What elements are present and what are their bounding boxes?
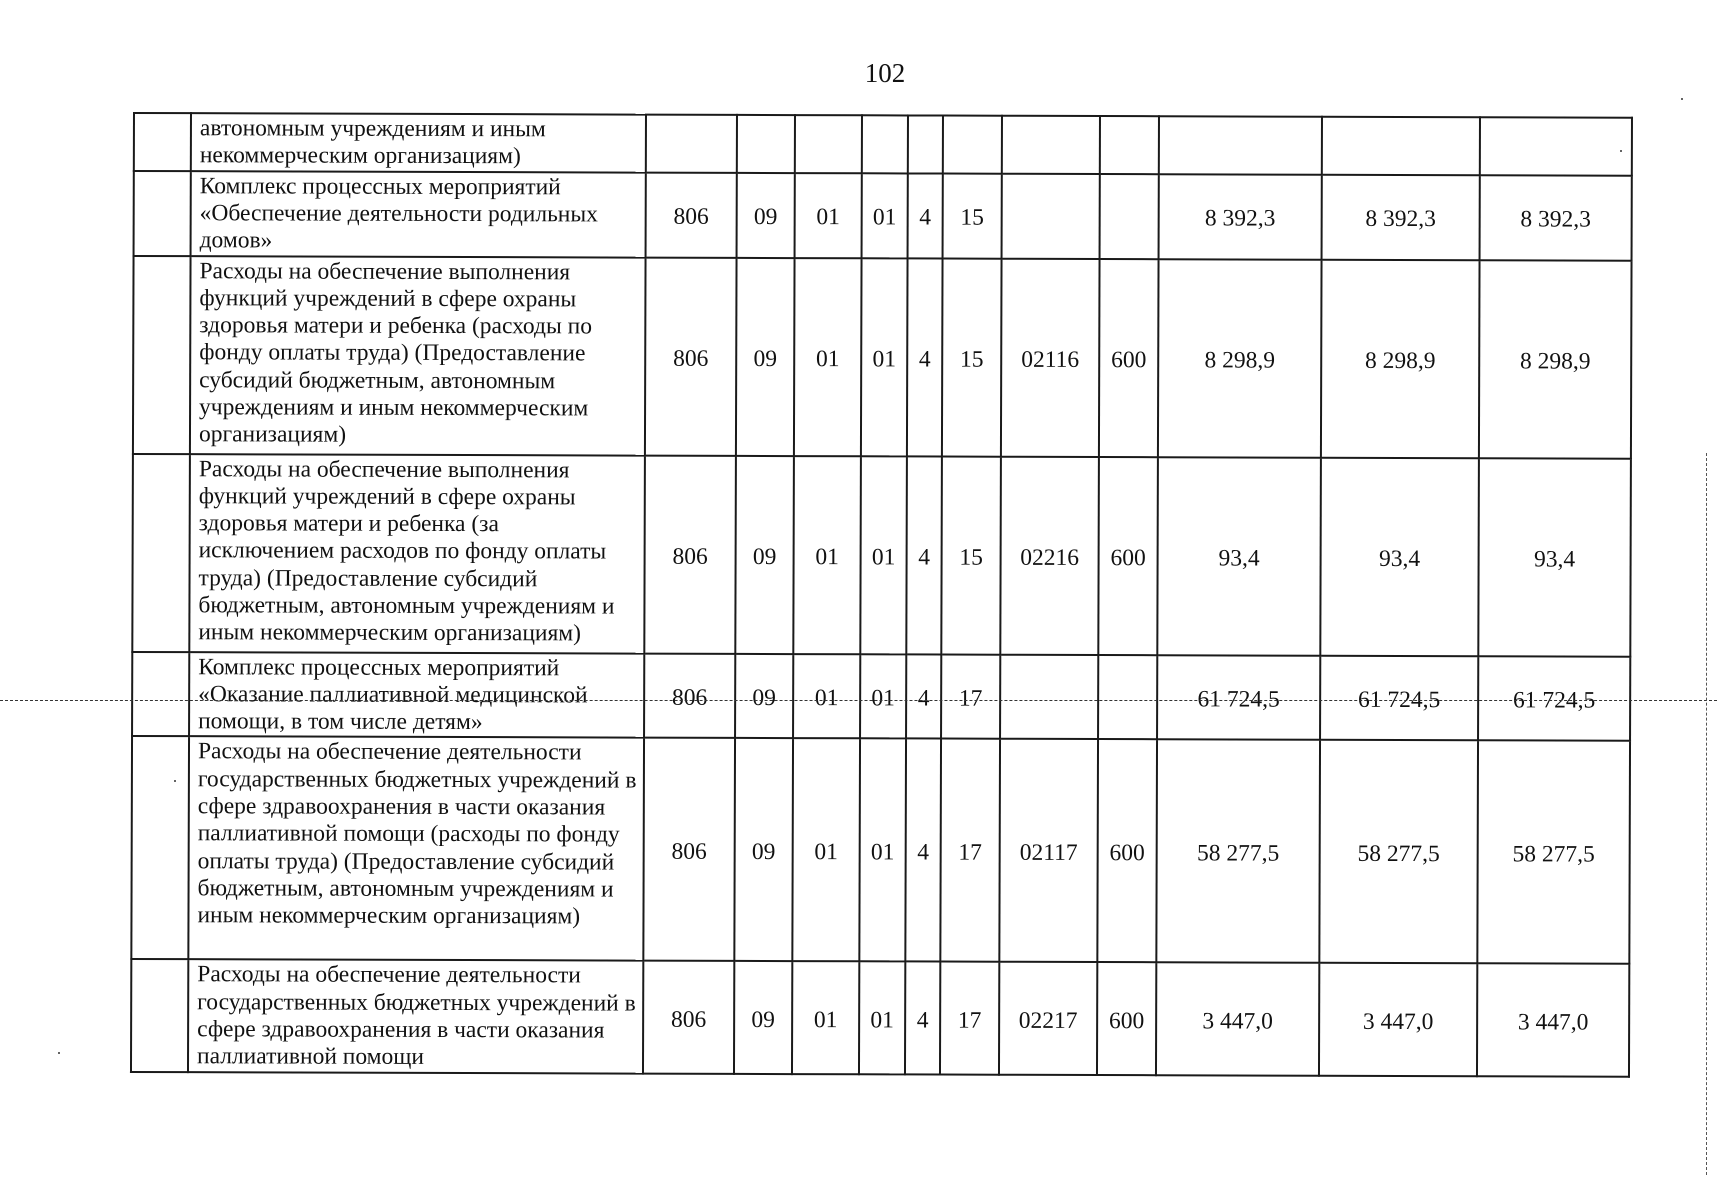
amount-year-2: 58 277,5 (1319, 740, 1478, 963)
amount-year-2: 8 392,3 (1322, 174, 1480, 259)
rz-code (737, 115, 795, 173)
amount-year-2: 8 298,9 (1321, 259, 1480, 457)
page-number: 102 (864, 58, 906, 88)
pg-code: 4 (907, 258, 943, 456)
vr-code (1098, 655, 1157, 740)
dir-code: 02216 (1000, 456, 1099, 654)
row-number-cell (134, 171, 191, 256)
amount-year-3: 8 392,3 (1480, 175, 1632, 260)
row-number-cell (131, 959, 188, 1071)
rz-code: 09 (734, 961, 792, 1073)
rz-code: 09 (736, 257, 795, 455)
row-number-cell (133, 256, 191, 454)
pg-code (908, 115, 943, 173)
amount-year-1: 3 447,0 (1156, 963, 1319, 1076)
amount-year-3: 93,4 (1478, 458, 1631, 656)
dir-code (1002, 173, 1100, 258)
ss-code: 17 (940, 962, 999, 1074)
row-name: Расходы на обеспечение выполнения функций учреждений в сфере охраны здоровья матери и ребенка (расходы по фонду оплаты труда) (Предоставление субсидий бюджетным, автономным учреждениям и иным некоммерческим организациям) (190, 256, 646, 455)
pr-code: 01 (794, 258, 862, 456)
vr-code (1100, 116, 1159, 174)
pg-code: 4 (908, 173, 943, 258)
gp-code: 01 (861, 258, 908, 456)
table-row (134, 113, 1632, 175)
amount-year-3: 3 447,0 (1477, 964, 1629, 1077)
row-name: Расходы на обеспечение деятельности государственных бюджетных учреждений в сфере здравоохранения в части оказания паллиативной помощи (расходы по фонду оплаты труда) (Предоставление субсидий бюджетным, автономным учреждениям и иным некоммерческим организациям) (188, 737, 644, 961)
vr-code (1100, 174, 1159, 259)
ss-code (943, 116, 1002, 174)
ved-code: 806 (643, 738, 735, 961)
row-name: автономным учреждениям и иным некоммерческим организациям) (191, 113, 646, 172)
amount-year-1: 8 298,9 (1158, 259, 1322, 458)
gp-code: 01 (859, 739, 906, 962)
amount-year-2: 61 724,5 (1320, 655, 1478, 740)
ved-code (646, 115, 737, 173)
amount-year-2 (1322, 117, 1480, 175)
vr-code: 600 (1098, 457, 1158, 655)
pr-code: 01 (795, 173, 862, 258)
gp-code: 01 (860, 654, 906, 739)
dir-code: 02116 (1001, 258, 1100, 456)
table-row (132, 454, 1631, 657)
table-row (131, 736, 1630, 964)
scan-speck (174, 780, 176, 782)
dir-code (1002, 116, 1100, 174)
scan-speck (58, 1052, 60, 1054)
ved-code: 806 (644, 455, 736, 653)
gp-code: 01 (859, 962, 905, 1074)
vr-code: 600 (1097, 740, 1157, 963)
row-name: Расходы на обеспечение выполнения функций учреждений в сфере охраны здоровья матери и ребенка (за исключением расходов по фонду оплаты труда) (Предоставление субсидий бюджетным, автономным учреждениям и иным некоммерческим организациям) (189, 454, 645, 653)
pr-code: 01 (793, 456, 861, 654)
gp-code: 01 (860, 456, 907, 654)
rz-code: 09 (737, 172, 795, 257)
pg-code: 4 (905, 962, 940, 1074)
pg-code: 4 (905, 739, 941, 962)
row-name: Комплекс процессных мероприятий «Обеспечение деятельности родильных домов» (191, 171, 646, 257)
budget-table (130, 112, 1633, 1077)
pg-code: 4 (906, 456, 942, 654)
pr-code (795, 115, 862, 173)
amount-year-1 (1159, 116, 1322, 174)
rz-code: 09 (734, 738, 793, 961)
table-row (132, 652, 1630, 742)
amount-year-1: 58 277,5 (1156, 740, 1320, 964)
ss-code: 15 (943, 173, 1002, 258)
table-row (133, 256, 1632, 459)
ved-code: 806 (644, 653, 735, 738)
pr-code: 01 (792, 962, 859, 1074)
gp-code (862, 115, 908, 173)
row-name: Расходы на обеспечение деятельности государственных бюджетных учреждений в сфере здравоохранения в части оказания паллиативной помощи (188, 960, 643, 1074)
table-body (131, 113, 1632, 1076)
table-row (134, 171, 1632, 261)
ss-code: 17 (940, 739, 1000, 962)
ss-code: 15 (942, 258, 1002, 456)
amount-year-3: 61 724,5 (1478, 656, 1630, 741)
ss-code: 15 (941, 456, 1001, 654)
ved-code: 806 (643, 961, 734, 1073)
row-number-cell (132, 454, 190, 652)
scan-speck (1681, 98, 1683, 100)
dir-code: 02217 (999, 962, 1097, 1074)
amount-year-3: 58 277,5 (1477, 741, 1630, 964)
amount-year-2: 93,4 (1320, 457, 1479, 655)
vr-code: 600 (1097, 963, 1156, 1075)
amount-year-2: 3 447,0 (1319, 963, 1477, 1076)
row-name: Комплекс процессных мероприятий «Оказание паллиативной медицинской помощи, в том числе детям» (189, 652, 644, 738)
amount-year-1: 8 392,3 (1159, 174, 1322, 260)
rz-code: 09 (735, 653, 793, 738)
ved-code: 806 (646, 172, 737, 257)
vr-code: 600 (1099, 259, 1159, 457)
table-row (131, 959, 1629, 1076)
pr-code: 01 (792, 739, 860, 962)
scan-edge-mark (1706, 453, 1707, 1175)
dir-code (1000, 654, 1098, 739)
scan-speck (1620, 150, 1622, 152)
rz-code: 09 (735, 455, 794, 653)
ved-code: 806 (645, 257, 737, 455)
pr-code: 01 (793, 654, 860, 739)
amount-year-1: 93,4 (1157, 457, 1321, 656)
pg-code: 4 (906, 654, 941, 739)
row-number-cell (131, 736, 189, 959)
amount-year-3: 8 298,9 (1479, 260, 1632, 458)
amount-year-1: 61 724,5 (1157, 655, 1320, 740)
dir-code: 02117 (999, 739, 1098, 962)
ss-code: 17 (941, 654, 1000, 739)
amount-year-3 (1480, 117, 1632, 175)
row-number-cell (134, 113, 191, 171)
gp-code: 01 (862, 173, 908, 258)
scan-fold-line (0, 700, 1717, 701)
row-number-cell (132, 652, 189, 737)
